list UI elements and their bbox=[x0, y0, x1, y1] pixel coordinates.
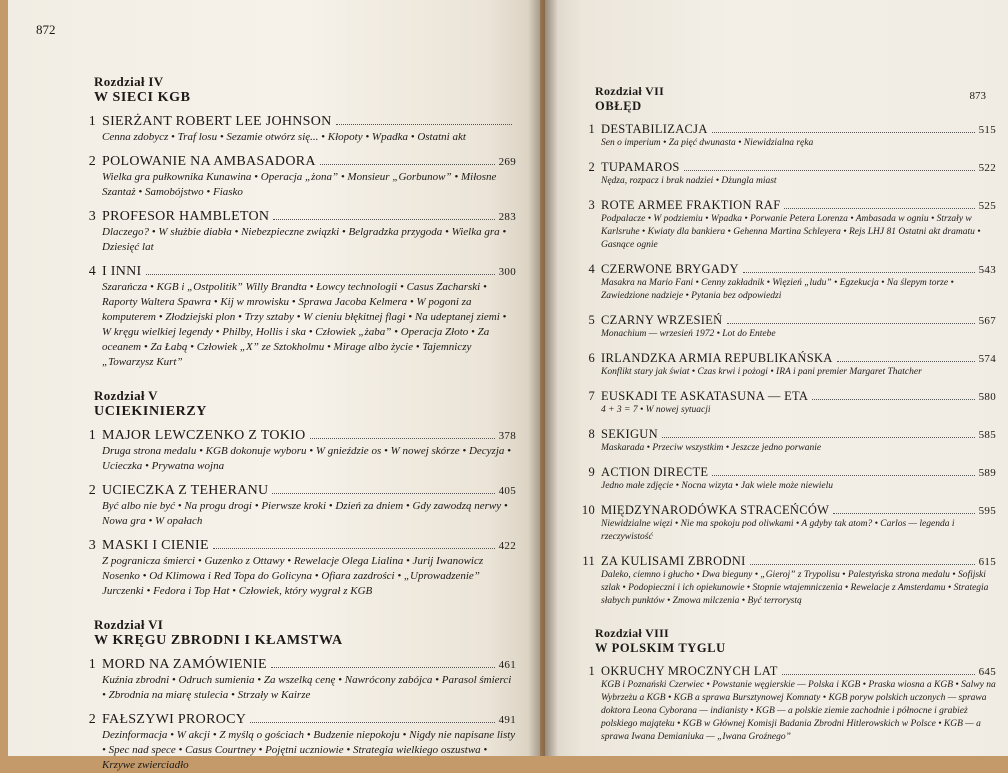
toc-entry bbox=[36, 114, 516, 145]
entry-page-number: 283 bbox=[498, 211, 516, 223]
chapter bbox=[567, 626, 996, 744]
entry-title: ROTE ARMEE FRAKTION RAF bbox=[601, 198, 781, 212]
chapter bbox=[36, 74, 516, 370]
toc-entry bbox=[567, 664, 996, 744]
entry-number: 4 bbox=[88, 264, 96, 279]
toc-entry bbox=[567, 262, 996, 303]
entry-title: SIERŻANT ROBERT LEE JOHNSON bbox=[102, 114, 332, 129]
entry-number: 2 bbox=[588, 160, 595, 174]
chapter-list bbox=[36, 74, 516, 773]
dot-leader bbox=[837, 361, 975, 362]
entry-number: 7 bbox=[588, 389, 595, 403]
toc-entry bbox=[36, 712, 516, 773]
dot-leader bbox=[662, 437, 975, 438]
chapter-title: W SIECI KGB bbox=[94, 90, 191, 105]
entry-page-number: 615 bbox=[978, 556, 996, 568]
entry-page-number: 491 bbox=[498, 714, 516, 726]
dot-leader bbox=[727, 323, 975, 324]
entry-subtopics: Dlaczego? • W służbie diabła • Niebezpieczne związki • Belgradzka przygoda • Wielka gra • Dziesięć lat bbox=[102, 226, 507, 253]
chapter-title: OBŁĘD bbox=[595, 99, 642, 113]
toc-entry bbox=[567, 351, 996, 379]
entry-title: POLOWANIE NA AMBASADORA bbox=[102, 154, 316, 169]
toc-entry-heading bbox=[36, 209, 516, 225]
toc-entry bbox=[567, 198, 996, 252]
entry-subtopics: Maskarada • Przeciw wszystkim • Jeszcze jedno porwanie bbox=[601, 443, 822, 453]
entry-title: TUPAMAROS bbox=[601, 160, 680, 174]
entry-title: FAŁSZYWI PROROCY bbox=[102, 712, 247, 727]
dot-leader bbox=[782, 674, 975, 675]
toc-entry-heading bbox=[36, 483, 516, 499]
entry-page-number: 645 bbox=[978, 666, 996, 678]
entry-number: 4 bbox=[588, 262, 595, 276]
entry-subtopics: Być albo nie być • Na progu drogi • Pierwsze kroki • Dzień za dniem • Gdy zawodzą nerwy • Nowa gra • W opałach bbox=[102, 500, 508, 527]
entry-title: MAJOR LEWCZENKO Z TOKIO bbox=[102, 428, 306, 443]
dot-leader bbox=[750, 564, 975, 565]
left-page bbox=[8, 0, 540, 771]
entry-number: 2 bbox=[88, 712, 96, 727]
dot-leader bbox=[812, 399, 974, 400]
entry-subtopics: Kuźnia zbrodni • Odruch sumienia • Za wszelką cenę • Nawrócony zabójca • Parasol śmierci • Zbrodnia na miarę stulecia • Strzały w Kairze bbox=[102, 674, 512, 701]
toc-entry-heading bbox=[36, 428, 516, 444]
entry-page-number: 525 bbox=[978, 200, 996, 212]
entry-subtopics: Monachium — wrzesień 1972 • Lot do Entebe bbox=[601, 329, 776, 339]
entry-title: UCIECZKA Z TEHERANU bbox=[102, 483, 269, 498]
entry-number: 11 bbox=[582, 554, 595, 568]
dot-leader bbox=[273, 219, 494, 220]
entry-number: 1 bbox=[588, 122, 595, 136]
entry-page-number: 543 bbox=[978, 264, 996, 276]
dot-leader bbox=[250, 722, 494, 723]
chapter-list bbox=[567, 84, 996, 744]
dot-leader bbox=[712, 132, 975, 133]
entry-subtopics: Daleko, ciemno i głucho • Dwa bieguny • „Gieroj” z Trypolisu • Palestyńska strona medalu • Sofijski szlak • Podopieczni i ich opiekunowie • Stopnie wtajemniczenia • Rewelacje z Amsterdamu • Strategia słabych punktów • Zmowa milczenia • Być terrorystą bbox=[601, 570, 989, 606]
entry-number: 1 bbox=[88, 428, 96, 443]
entry-page-number: 300 bbox=[498, 266, 516, 278]
dot-leader bbox=[272, 493, 494, 494]
chapter-label: Rozdział V bbox=[94, 388, 158, 403]
toc-entry bbox=[567, 427, 996, 455]
toc-entry-heading bbox=[567, 389, 996, 404]
toc-entry-heading bbox=[36, 264, 516, 280]
entry-page-number: 269 bbox=[498, 156, 516, 168]
entry-title: OKRUCHY MROCZNYCH LAT bbox=[601, 664, 778, 678]
entry-number: 2 bbox=[88, 154, 96, 169]
toc-entry bbox=[567, 160, 996, 188]
entry-page-number: 378 bbox=[498, 430, 516, 442]
entry-number: 3 bbox=[588, 198, 595, 212]
dot-leader bbox=[146, 274, 495, 275]
toc-entry-heading bbox=[567, 465, 996, 480]
chapter-title: UCIEKINIERZY bbox=[94, 404, 207, 419]
toc-entry bbox=[36, 154, 516, 200]
toc-entry bbox=[567, 503, 996, 544]
entry-subtopics: Dezinformacja • W akcji • Z myślą o gościach • Budzenie niepokoju • Nigdy nie napisane listy • Spec nad spece • Casus Courtney • Pojętni uczniowie • Strategia wielkiego oszustwa • Krzywe zwierciadło bbox=[102, 729, 516, 771]
toc-entry-heading bbox=[567, 198, 996, 213]
toc-entry-heading bbox=[567, 313, 996, 328]
toc-entry-heading bbox=[567, 664, 996, 679]
toc-entry-heading bbox=[36, 657, 516, 673]
toc-entry-heading bbox=[567, 503, 996, 518]
chapter bbox=[36, 388, 516, 599]
entry-number: 5 bbox=[588, 313, 595, 327]
entry-number: 2 bbox=[88, 483, 96, 498]
entry-page-number: 515 bbox=[978, 124, 996, 136]
entry-subtopics: Jedno małe zdjęcie • Nocna wizyta • Jak wiele może niewielu bbox=[601, 481, 833, 491]
entry-number: 1 bbox=[88, 657, 96, 672]
toc-entry-heading bbox=[567, 351, 996, 366]
chapter bbox=[567, 84, 996, 608]
entry-page-number: 567 bbox=[978, 315, 996, 327]
toc-entry-heading bbox=[567, 427, 996, 442]
toc-entry-heading bbox=[36, 712, 516, 728]
entry-title: MASKI I CIENIE bbox=[102, 538, 209, 553]
entry-page-number: 595 bbox=[978, 505, 996, 517]
entry-subtopics: Sen o imperium • Za pięć dwunasta • Niewidzialna ręka bbox=[601, 138, 814, 148]
dot-leader bbox=[784, 208, 974, 209]
toc-entry bbox=[567, 554, 996, 608]
entry-title: PROFESOR HAMBLETON bbox=[102, 209, 270, 224]
entry-subtopics: Szarańcza • KGB i „Ostpolitik” Willy Brandta • Łowcy technologii • Casus Zacharski • Raporty Waltera Spawra • Kij w mrowisku • Sprawa Jacoba Kelmera • W pogoni za komputerem • Złodziejski plon • Trzy sztaby • W cieniu błękitnej flagi • Na udeptanej ziemi • W kręgu wielkiej legendy • Philby, Hollis i ska • Człowiek „żaba” • Operacja Złoto • Za oceanem • Za Łabą • Człowiek „X” ze Sztokholmu • Mirage albo życie • Tajemniczy „Towarzysz Kurt” bbox=[102, 281, 507, 368]
toc-entry bbox=[567, 313, 996, 341]
entry-title: I INNI bbox=[102, 264, 142, 279]
dot-leader bbox=[684, 170, 975, 171]
entry-title: MIĘDZYNARODÓWKA STRACEŃCÓW bbox=[601, 503, 830, 517]
entry-title: ZA KULISAMI ZBRODNI bbox=[601, 554, 746, 568]
entry-page-number: 522 bbox=[978, 162, 996, 174]
chapter-label: Rozdział IV bbox=[94, 74, 164, 89]
toc-entry bbox=[36, 538, 516, 599]
toc-entry-heading bbox=[567, 554, 996, 569]
entry-page-number: 589 bbox=[978, 467, 996, 479]
toc-entry bbox=[567, 389, 996, 417]
entry-title: CZARNY WRZESIEŃ bbox=[601, 313, 723, 327]
entry-subtopics: Wielka gra pułkownika Kunawina • Operacja „żona” • Monsieur „Gorbunow” • Miłosne Szantaż • Samobójstwo • Fiasko bbox=[102, 171, 497, 198]
entry-subtopics: 4 + 3 = 7 • W nowej sytuacji bbox=[601, 405, 711, 415]
entry-subtopics: Nędza, rozpacz i brak nadziei • Dżungla miast bbox=[601, 176, 777, 186]
dot-leader bbox=[320, 164, 495, 165]
entry-subtopics: Podpalacze • W podziemiu • Wpadka • Porwanie Petera Lorenza • Ambasada w ogniu • Strzały w Karlsruhe • Kwiaty dla bankiera • Gehenna Martina Schleyera • Rejs LHJ 81 Ostatni akt dramatu • Gasnące ognie bbox=[601, 214, 981, 250]
dot-leader bbox=[336, 124, 512, 125]
entry-subtopics: Konflikt stary jak świat • Czas krwi i pożogi • IRA i pani premier Margaret Thatcher bbox=[601, 367, 922, 377]
chapter-label: Rozdział VI bbox=[94, 617, 164, 632]
entry-page-number: 405 bbox=[498, 485, 516, 497]
toc-entry bbox=[36, 428, 516, 474]
toc-entry bbox=[567, 122, 996, 150]
dot-leader bbox=[743, 272, 975, 273]
entry-title: MORD NA ZAMÓWIENIE bbox=[102, 657, 267, 672]
entry-subtopics: Masakra na Mario Fani • Cenny zakładnik • Więzień „ludu” • Egzekucja • Na ślepym torze • Zawiedzione nadzieje • Pytania bez odpowiedzi bbox=[601, 278, 954, 301]
entry-title: CZERWONE BRYGADY bbox=[601, 262, 739, 276]
chapter-title: W KRĘGU ZBRODNI I KŁAMSTWA bbox=[94, 633, 343, 648]
toc-entry-heading bbox=[567, 262, 996, 277]
entry-title: SEKIGUN bbox=[601, 427, 658, 441]
entry-subtopics: Niewidzialne więzi • Nie ma spokoju pod oliwkami • A gdyby tak atom? • Carlos — legenda i rzeczywistość bbox=[601, 519, 955, 542]
toc-entry-heading bbox=[36, 154, 516, 170]
dot-leader bbox=[310, 438, 495, 439]
toc-entry-heading bbox=[567, 160, 996, 175]
entry-title: DESTABILIZACJA bbox=[601, 122, 708, 136]
entry-number: 8 bbox=[588, 427, 595, 441]
toc-entry-heading bbox=[567, 122, 996, 137]
right-page bbox=[545, 0, 1008, 756]
entry-number: 1 bbox=[88, 114, 96, 129]
chapter-title: W POLSKIM TYGLU bbox=[595, 641, 726, 655]
dot-leader bbox=[833, 513, 974, 514]
chapter bbox=[36, 617, 516, 773]
dot-leader bbox=[271, 667, 495, 668]
dot-leader bbox=[213, 548, 495, 549]
page-number: 872 bbox=[36, 22, 56, 37]
entry-number: 3 bbox=[88, 538, 96, 553]
entry-subtopics: Cenna zdobycz • Traf losu • Sezamie otwórz się... • Kłopoty • Wpadka • Ostatni akt bbox=[102, 131, 466, 143]
entry-number: 3 bbox=[88, 209, 96, 224]
entry-number: 1 bbox=[588, 664, 595, 678]
entry-page-number: 580 bbox=[978, 391, 996, 403]
toc-entry bbox=[36, 209, 516, 255]
entry-number: 9 bbox=[588, 465, 595, 479]
dot-leader bbox=[712, 475, 974, 476]
chapter-label: Rozdział VIII bbox=[595, 626, 670, 640]
entry-title: EUSKADI TE ASKATASUNA — ETA bbox=[601, 389, 809, 403]
entry-number: 6 bbox=[588, 351, 595, 365]
entry-number: 10 bbox=[581, 503, 595, 517]
page-number: 873 bbox=[969, 90, 986, 102]
entry-page-number: 422 bbox=[498, 540, 516, 552]
entry-title: IRLANDZKA ARMIA REPUBLIKAŃSKA bbox=[601, 351, 833, 365]
entry-page-number: 461 bbox=[498, 659, 516, 671]
entry-page-number: 585 bbox=[978, 429, 996, 441]
entry-subtopics: KGB i Poznański Czerwiec • Powstanie węgierskie — Polska i KGB • Praska wiosna a KGB • Salwy na Wybrzeżu a KGB • KGB a sprawa Bursztynowej Komnaty • KGB poryw polskich uczonych — sprawa doktora Leona Cyborana — indianisty • KGB — a polskie ziemie zachodnie i północne i grabież polskiego mająteku • KGB w Głównej Komisji Badania Zbrodni Hitlerowskich w Polsce • KGB — a sprawa Iwana Demianiuka — „Iwana Groźnego” bbox=[601, 680, 996, 742]
entry-subtopics: Z pogranicza śmierci • Guzenko z Ottawy • Rewelacje Olega Lialina • Jurij Iwanowicz Nosenko • Od Klimowa i Red Topa do Golicyna • Ofiara zazdrości • „Uprowadzenie” Jurczenki • Fedora i Top Hat • Człowiek, który wygrał z KGB bbox=[102, 555, 484, 597]
toc-entry bbox=[36, 483, 516, 529]
entry-page-number: 574 bbox=[978, 353, 996, 365]
toc-entry-heading bbox=[36, 114, 516, 130]
toc-entry bbox=[36, 657, 516, 703]
toc-entry bbox=[567, 465, 996, 493]
toc-entry-heading bbox=[36, 538, 516, 554]
toc-entry bbox=[36, 264, 516, 370]
chapter-label: Rozdział VII bbox=[595, 84, 665, 98]
entry-title: ACTION DIRECTE bbox=[601, 465, 709, 479]
entry-subtopics: Druga strona medalu • KGB dokonuje wyboru • W gnieździe os • W nowej skórze • Decyzja • Ucieczka • Prywatna wojna bbox=[102, 445, 511, 472]
